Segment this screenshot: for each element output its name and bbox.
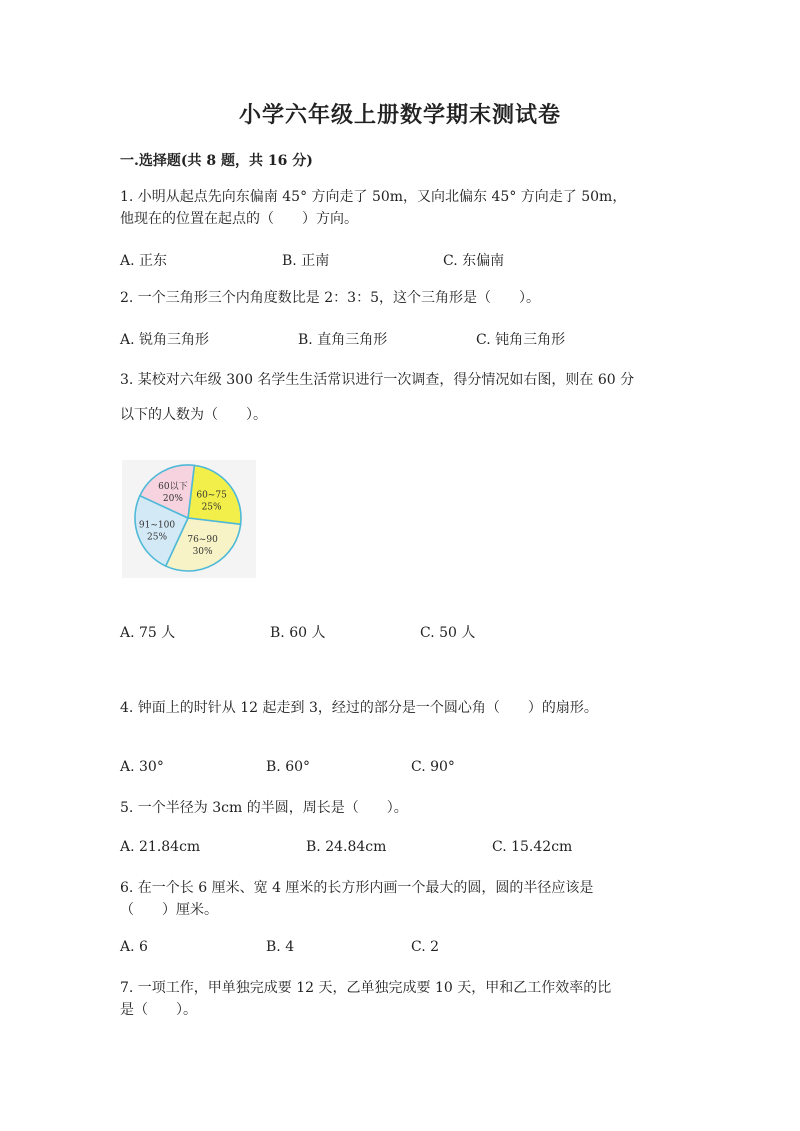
pie-value-label-1: 25% bbox=[201, 502, 222, 513]
score-pie-chart bbox=[122, 460, 256, 578]
question-3-line-1: 3. 某校对六年级 300 名学生生活常识进行一次调查，得分情况如右图，则在 60 分 bbox=[120, 372, 635, 388]
page-title: 小学六年级上册数学期末测试卷 bbox=[238, 102, 561, 128]
question-6-option-b: B. 4 bbox=[266, 939, 295, 955]
question-4-option-c: C. 90° bbox=[411, 759, 455, 775]
pie-value-label-3: 25% bbox=[147, 532, 168, 543]
pie-chart-svg bbox=[122, 460, 256, 578]
question-4-option-a: A. 30° bbox=[120, 759, 164, 775]
question-3-line-2: 以下的人数为（ ）。 bbox=[120, 407, 267, 423]
question-3-option-b: B. 60 人 bbox=[270, 625, 326, 641]
question-4-option-b: B. 60° bbox=[266, 759, 311, 775]
question-5-option-c: C. 15.42cm bbox=[492, 839, 573, 855]
pie-value-label-4: 20% bbox=[162, 493, 183, 504]
question-1-option-b: B. 正南 bbox=[282, 253, 330, 269]
question-6-option-c: C. 2 bbox=[411, 939, 440, 955]
question-6-line-1: 6. 在一个长 6 厘米、宽 4 厘米的长方形内画一个最大的圆，圆的半径应该是 bbox=[120, 880, 594, 896]
pie-category-label-1: 60~75 bbox=[196, 490, 227, 501]
question-7-line-1: 7. 一项工作，甲单独完成要 12 天，乙单独完成要 10 天，甲和乙工作效率的比 bbox=[120, 980, 612, 996]
question-5-option-b: B. 24.84cm bbox=[306, 839, 387, 855]
pie-category-label-2: 76~90 bbox=[187, 535, 218, 546]
question-4-line-1: 4. 钟面上的时针从 12 起走到 3，经过的部分是一个圆心角（ ）的扇形。 bbox=[120, 700, 598, 716]
question-1-option-c: C. 东偏南 bbox=[443, 253, 505, 269]
question-2-option-b: B. 直角三角形 bbox=[298, 332, 388, 348]
question-2-option-a: A. 锐角三角形 bbox=[120, 332, 210, 348]
pie-category-label-4: 60以下 bbox=[158, 481, 188, 492]
question-5-option-a: A. 21.84cm bbox=[120, 839, 201, 855]
question-3-option-c: C. 50 人 bbox=[420, 625, 476, 641]
question-7-line-2: 是（ ）。 bbox=[120, 1002, 197, 1018]
question-1-option-a: A. 正东 bbox=[120, 253, 168, 269]
question-1-line-1: 1. 小明从起点先向东偏南 45° 方向走了 50m，又向北偏东 45° 方向走了 50m， bbox=[120, 189, 627, 205]
question-1-line-2: 他现在的位置在起点的（ ）方向。 bbox=[120, 211, 358, 227]
section-heading: 一.选择题(共 8 题，共 16 分) bbox=[120, 153, 313, 169]
pie-category-label-3: 91~100 bbox=[138, 520, 176, 531]
question-3-option-a: A. 75 人 bbox=[120, 625, 176, 641]
question-6-option-a: A. 6 bbox=[120, 939, 148, 955]
question-2-option-c: C. 钝角三角形 bbox=[476, 332, 566, 348]
question-6-line-2: （ ）厘米。 bbox=[120, 902, 218, 918]
question-2-line-1: 2. 一个三角形三个内角度数比是 2：3：5，这个三角形是（ ）。 bbox=[120, 290, 540, 306]
question-5-line-1: 5. 一个半径为 3cm 的半圆，周长是（ ）。 bbox=[120, 800, 408, 816]
pie-value-label-2: 30% bbox=[192, 547, 213, 558]
